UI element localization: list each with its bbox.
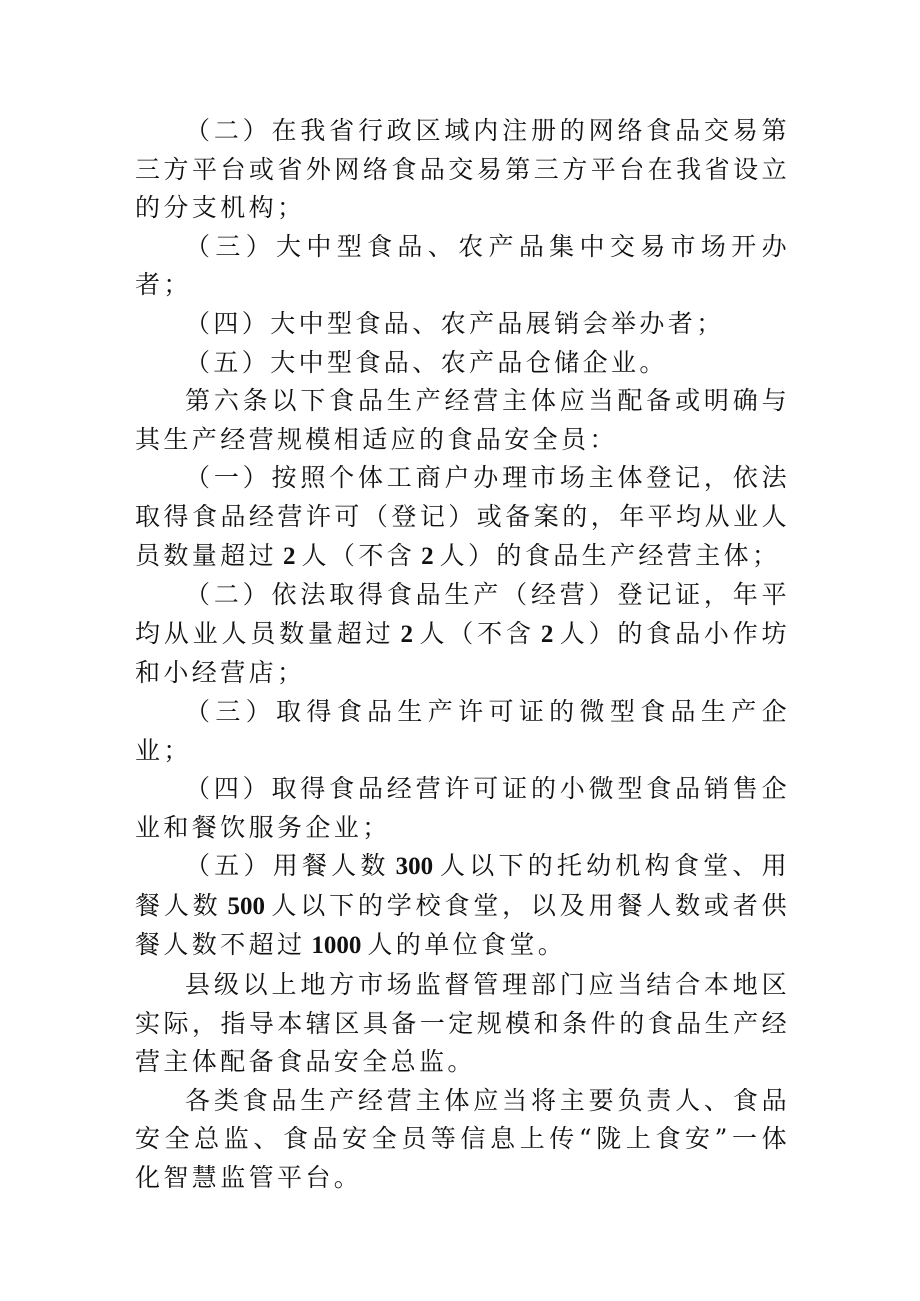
document-page	[135, 112, 790, 1198]
inline-number: 500	[227, 892, 265, 920]
paragraph-item-3-market-organizer: （三）大中型食品、农产品集中交易市场开办者；	[135, 231, 790, 300]
inline-number: 2	[421, 542, 434, 570]
paragraph-item-2-online-platform: （二）在我省行政区域内注册的网络食品交易第三方平台或省外网络食品交易第三方平台在我省设立的分支机构；	[135, 116, 790, 223]
inline-number: 300	[395, 853, 434, 881]
inline-number: 2	[540, 620, 554, 648]
paragraph-item-5-canteens: （五）用餐人数 300 人以下的托幼机构食堂、用餐人数 500 人以下的学校食堂，以及用餐人数或者供餐人数不超过 1000 人的单位食堂。	[135, 851, 790, 960]
paragraph-county-guidance: 县级以上地方市场监督管理部门应当结合本地区实际，指导本辖区具备一定规模和条件的食品生产经营主体配备食品安全总监。	[135, 970, 790, 1077]
inline-number: 2	[283, 542, 296, 570]
paragraph-article-6: 第六条以下食品生产经营主体应当配备或明确与其生产经营规模相适应的食品安全员：	[135, 386, 790, 454]
paragraph-item-4-small-seller: （四）取得食品经营许可证的小微型食品销售企业和餐饮服务企业；	[135, 774, 790, 842]
paragraph-item-4-exhibition-organizer: （四）大中型食品、农产品展销会举办者；	[185, 308, 725, 338]
inline-number: 2	[400, 620, 414, 648]
paragraph-item-2-small-workshop: （二）依法取得食品生产（经营）登记证，年平均从业人员数量超过 2 人（不含 2 人）的食品小作坊和小经营店；	[135, 580, 790, 688]
paragraph-platform-upload: 各类食品生产经营主体应当将主要负责人、食品安全总监、食品安全员等信息上传“陇上食安”一体化智慧监管平台。	[135, 1085, 790, 1193]
paragraph-item-3-micro-producer: （三）取得食品生产许可证的微型食品生产企业；	[135, 696, 790, 765]
inline-number: 1000	[311, 932, 362, 960]
paragraph-item-1-individual-business: （一）按照个体工商户办理市场主体登记，依法取得食品经营许可（登记）或备案的，年平均从业人员数量超过 2 人（不含 2 人）的食品生产经营主体；	[135, 463, 790, 570]
paragraph-item-5-storage-enterprise: （五）大中型食品、农产品仓储企业。	[185, 347, 668, 377]
